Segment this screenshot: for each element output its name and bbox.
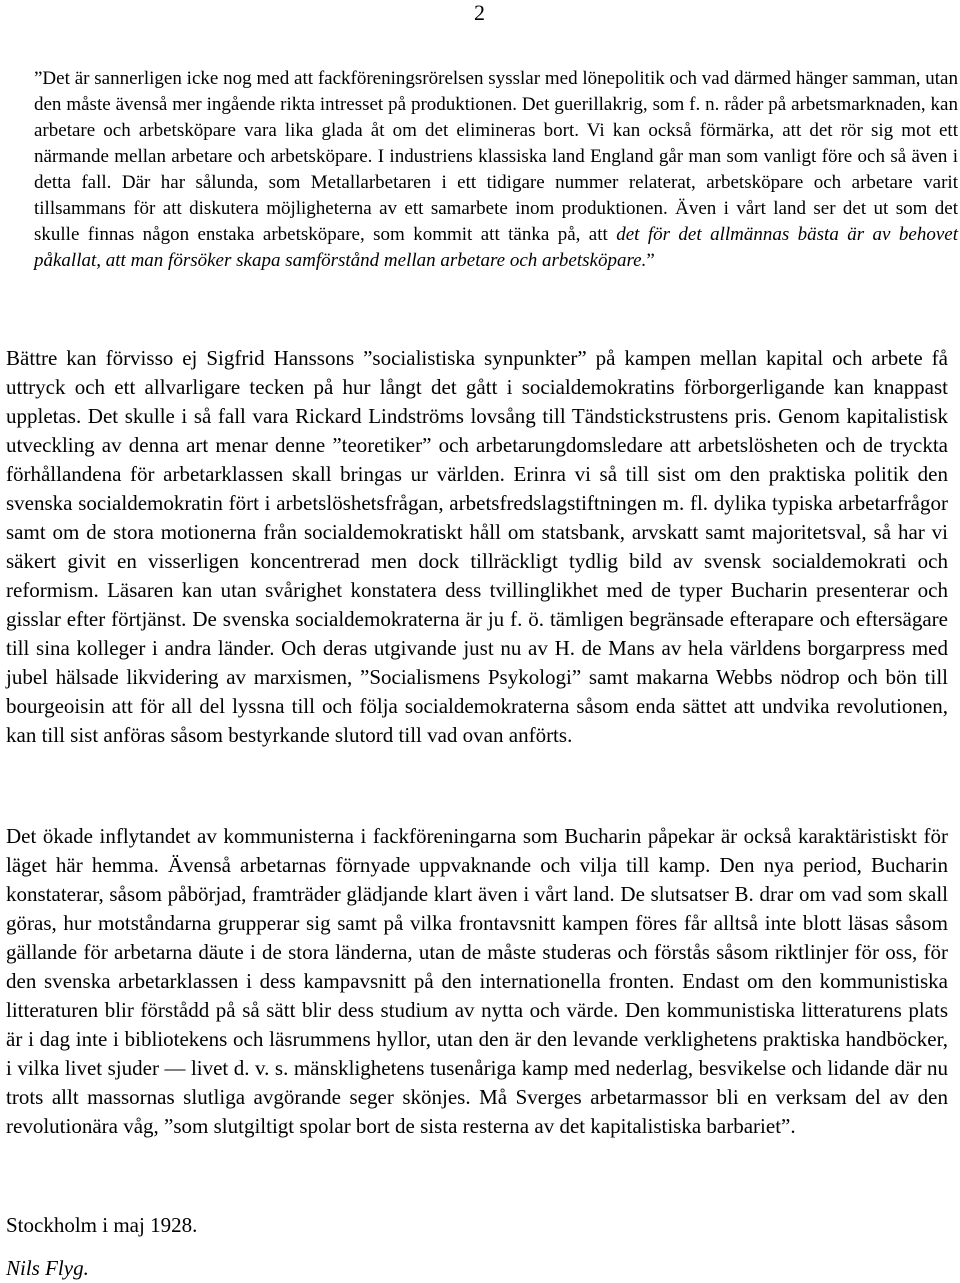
paragraph-1: Bättre kan förvisso ej Sigfrid Hanssons ”socialistiska synpunkter” på kampen mellan kapital och arbete få uttryck och ett allvarligare tecken på hur långt det gått i socialdemokratins förborgerligande kan knappast uppletas. Det skulle i så fall vara Rickard Lindströms lovsång till Tändstickstrustens pris. Genom kapitalistisk utveckling av denna art menar denne ”teoretiker” och arbetarungdomsledare att arbetslösheten och de tryckta förhållandena för arbetarklassen skall bringas ur världen. Erinra vi så till sist om den praktiska politik den svenska socialdemokratin fört i arbetslöshetsfrågan, arbetsfredslagstiftningen m. fl. dylika typiska arbetarfrågor samt om de stora motionerna från socialdemokratiskt håll om statsbank, arvskatt samt majoritetsval, så har vi säkert givit en visserligen koncentrerad men dock tillräckligt tydlig bild av svensk socialdemokrati och reformism. Läsaren kan utan svårighet konstatera dess tvillinglikhet med de typer Bucharin presenterar och gisslar efter förtjänst. De svenska socialdemokraterna är ju f. ö. tämligen begränsade efterapare och eftersägare till sina kolleger i andra länder. Och deras utgivande just nu av H. de Mans av hela världens borgarpress med jubel hälsade likvidering av marxismen, ”Socialismens Psykologi” samt makarna Webbs nödrop och bön till bourgeoisin att för all del lyssna till och följa socialdemokraterna såsom enda sättet att undvika revolutionen, kan till sist anföras såsom bestyrkande slutord till vad ovan anförts.	[6, 346, 948, 747]
paragraph-2: Det ökade inflytandet av kommunisterna i fackföreningarna som Bucharin påpekar är också karaktäristiskt för läget här hemma. Ävenså arbetarnas förnyade uppvaknande och vilja till kamp. Den nya period, Bucharin konstaterar, såsom påbörjad, framträder glädjande klart även i vårt land. De slutsatser B. drar om vad som skall göras, hur motståndarna grupperar sig samt på vilka frontavsnitt kampen föres får alltså inte blott läsas såsom gällande för arbetarna däute i de stora länderna, utan de måste studeras och förstås såsom riktlinjer för oss, för den svenska arbetarklassen i dess kampavsnitt på den internationella fronten. Endast om den kommunistiska litteraturen blir förstådd på så sätt blir dess studium av nytta och värde. Den kommunistiska litteraturens plats är i dag inte i bibliotekens och läsrummens hyllor, utan den är den levande verklighetens praktiska handböcker, i vilka livet sjuder — livet d. v. s. mänsklighetens tusenåriga kamp med nederlag, besvikelse och lidande där nu trots allt massornas slutliga avgörande seger skönjes. Må Sverges arbetarmassor bli en verksam del av den revolutionära våg, ”som slutgiltigt spolar bort de sista resterna av det kapitalistiska barbariet”.	[6, 824, 948, 1138]
quoted-passage	[34, 66, 958, 274]
quote-text: ”Det är sannerligen icke nog med att fackföreningsrörelsen sysslar med lönepolitik och vad därmed hänger samman, utan den måste ävenså mer ingående rikta intresset på produktionen. Det guerillakrig, som f. n. råder på arbetsmarknaden, kan arbetare och arbetsköpare vara lika glada åt om det elimineras bort. Vi kan också förmärka, att det rör sig mot ett närmande mellan arbetare och arbetsköpare. I industriens klassiska land England går man som vanligt före och så även i detta fall. Där har sålunda, som Metallarbetaren i ett tidigare nummer relaterat, arbetsköpare och arbetare varit tillsammans för att diskutera möjligheterna av ett samarbete inom produktionen. Även i vårt land ser det ut som det skulle finnas någon enstaka arbetsköpare, som kommit att tänka på, att	[34, 68, 958, 245]
page-number: 2	[474, 0, 485, 25]
dateline: Stockholm i maj 1928.	[6, 1213, 198, 1237]
quote-emphasis: det för det allmännas bästa är av behovet påkallat, att man försöker skapa samförstånd mellan arbetare och arbetsköpare.	[34, 224, 958, 271]
author-signature: Nils Flyg.	[6, 1256, 89, 1280]
quote-closing-mark: ”	[646, 250, 655, 271]
